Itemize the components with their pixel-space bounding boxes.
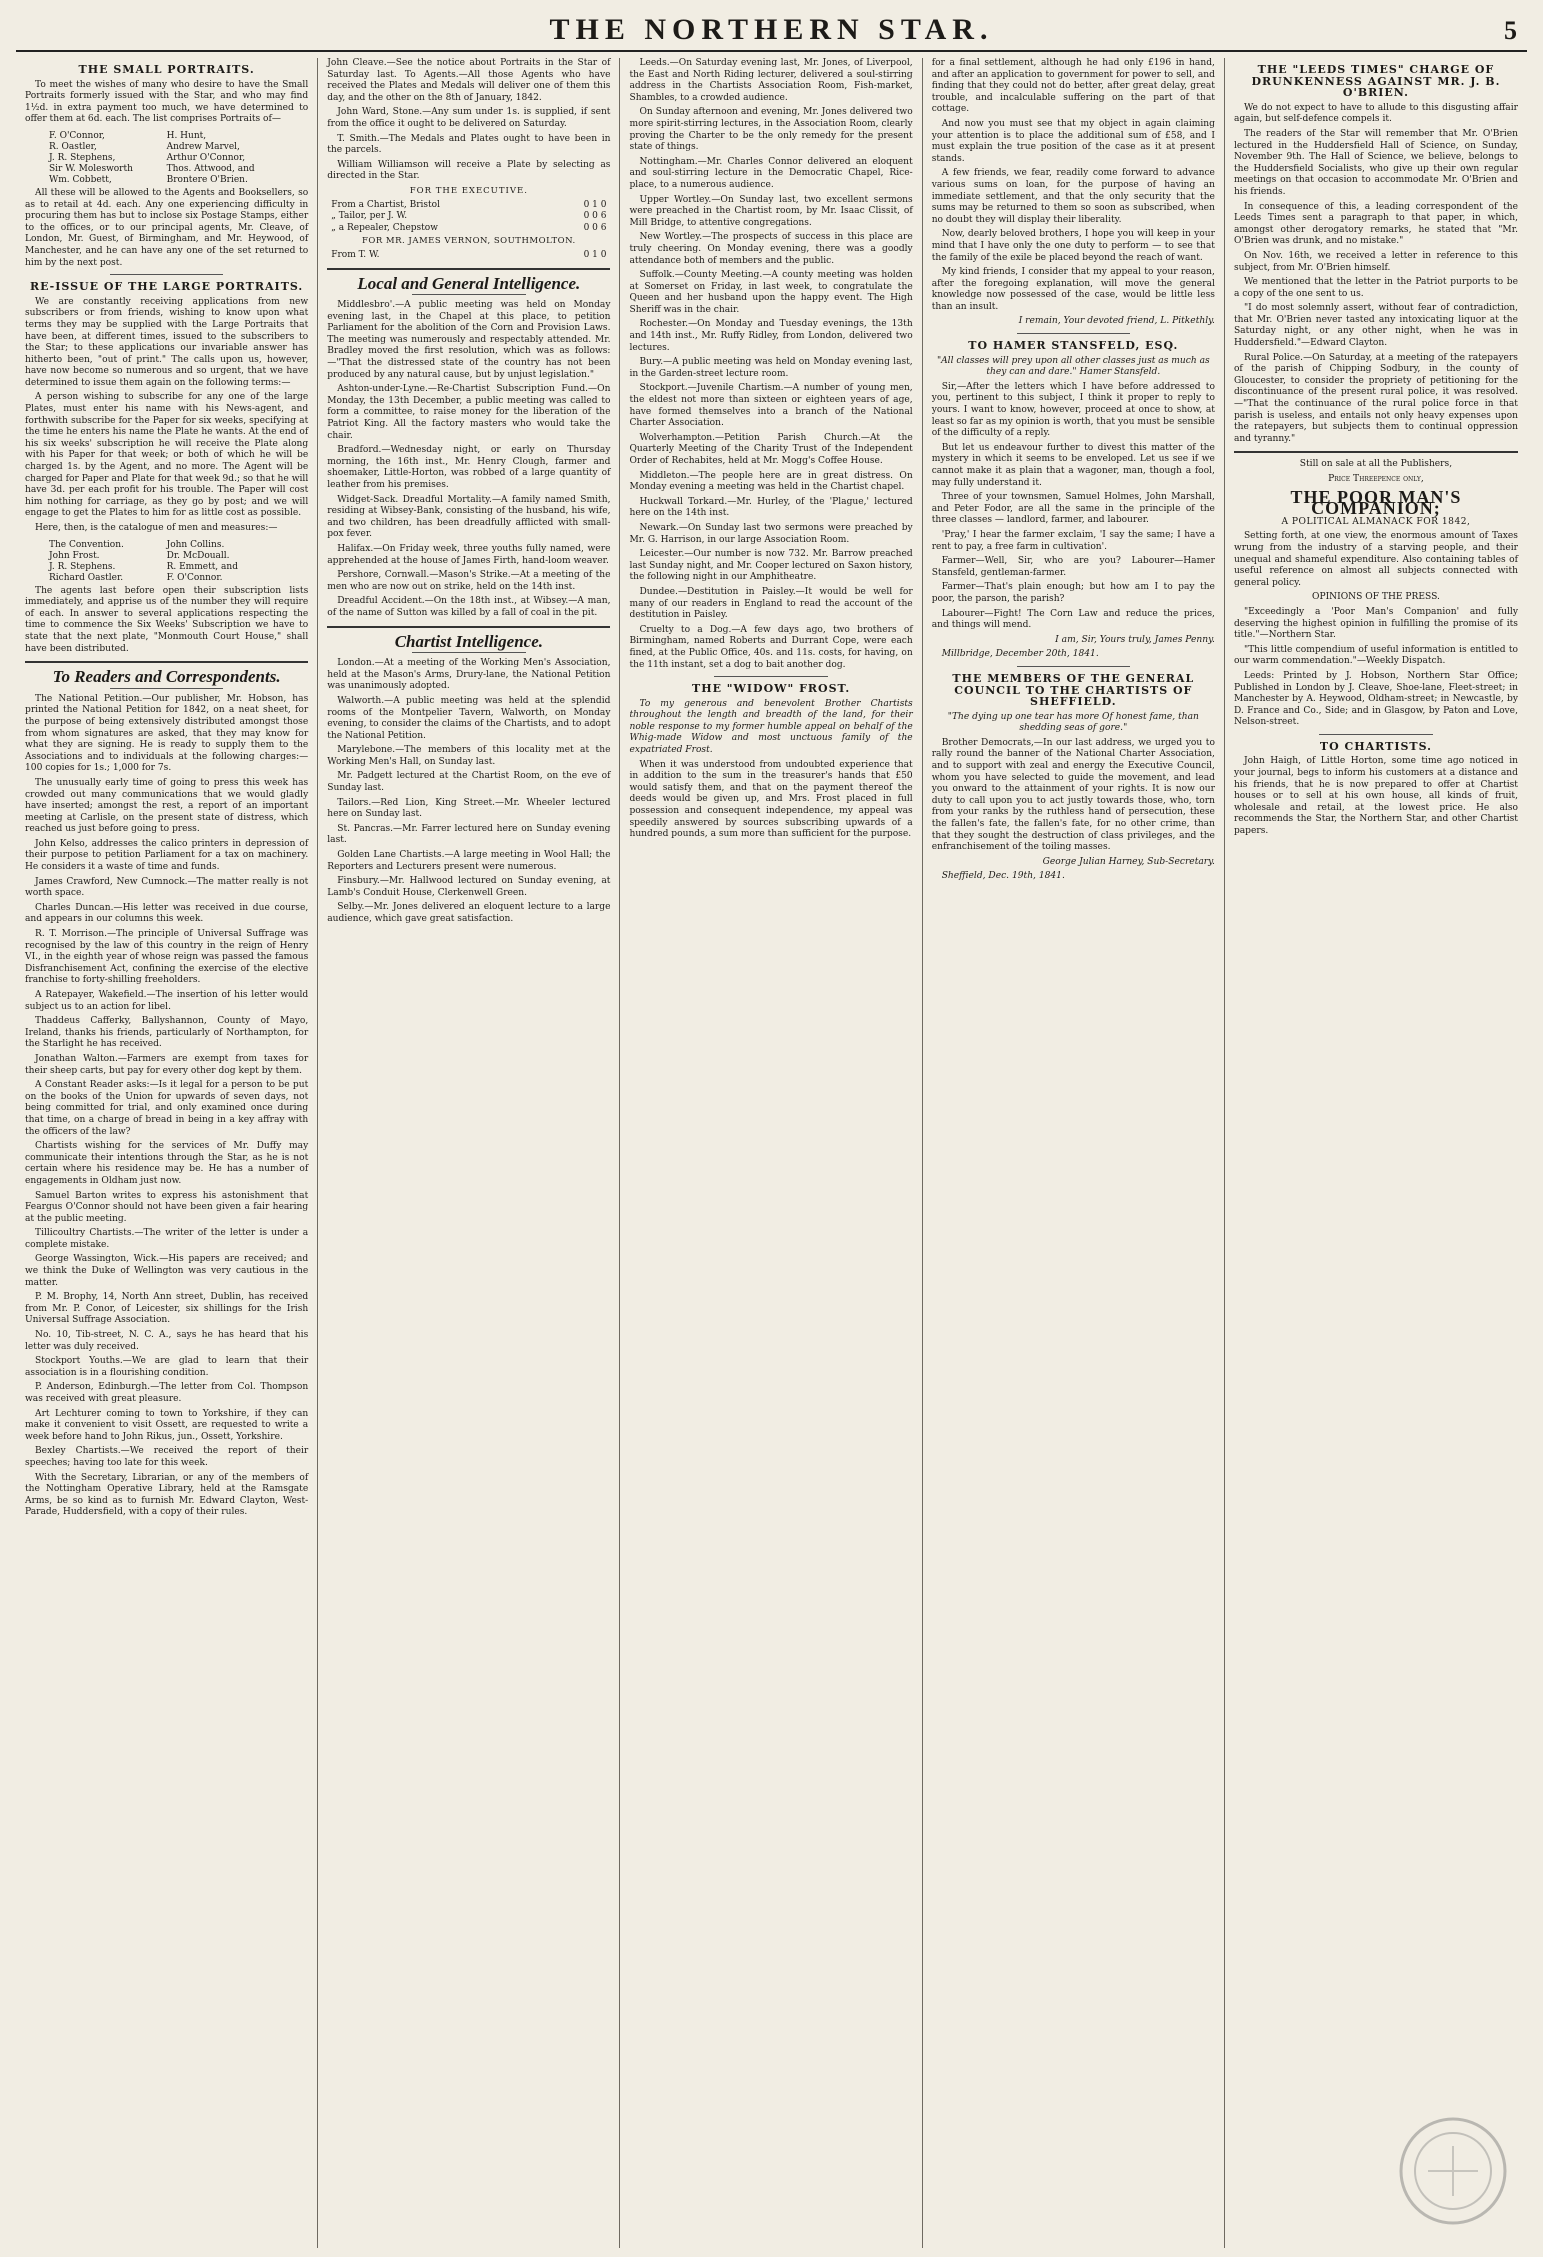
news-item: Selby.—Mr. Jones delivered an eloquent lecture to a large audience, which gave great satisfaction. (327, 902, 611, 924)
catalogue-item: Dr. McDouall. (166, 550, 230, 561)
notice-smith: T. Smith.—The Medals and Plates ought to have been in the parcels. (327, 133, 611, 156)
news-item: Middleton.—The people here are in great distress. On Monday evening a meeting was held in the Chartist chapel. (629, 470, 913, 493)
correspondent-notice: Bexley Chartists.—We received the report of their speeches; having too late for this week. (25, 1446, 309, 1468)
correspondent-notice: Thaddeus Cafferky, Ballyshannon, County of Mayo, Ireland, thanks his friends, particularly of Northampton, for the Starlight he has received. (25, 1016, 309, 1050)
catalogue-item: F. O'Connor. (166, 572, 223, 583)
almanac-body: Setting forth, at one view, the enormous amount of Taxes wrung from the industry of a starving people, and their unequal and shameful expenditure. Also containing tables of useful reference on almost all subjects connected with general policy. (1233, 531, 1518, 588)
correspondent-notice: The National Petition.—Our publisher, Mr. Hobson, has printed the National Petition for 1842, on a neat sheet, for the purpose of being extensively distributed amongst those from whom signatures are asked, that they may know for what they are signing. He is ready to supply them to the Associations and to individuals at the following charges:—100 copies for 1s.; 1,000 for 7s. (25, 693, 309, 774)
article-paragraph: We do not expect to have to allude to this disgusting affair again, but self-defence compels it. (1233, 102, 1518, 125)
dateline: Sheffield, Dec. 19th, 1841. (941, 871, 1065, 882)
correspondent-notice: George Wassington, Wick.—His papers are received; and we think the Duke of Wellington was very cautious in the matter. (25, 1254, 309, 1288)
convention-list (25, 538, 308, 586)
correspondent-notice: John Kelso, addresses the calico printers in depression of their purpose to petition Parliament for a tax on machinery. He considers it a waste of time and funds. (25, 838, 309, 873)
correspondent-notice: A Ratepayer, Wakefield.—The insertion of his letter would subject us to an action for libel. (25, 990, 309, 1012)
local-intelligence-heading: Local and General Intelligence. (357, 273, 581, 293)
correspondent-notice: With the Secretary, Librarian, or any of the members of the Nottingham Operative Library, held at the Ramsgate Arms, be so kind as to furnish Mr. Edward Clayton, West-Parade, Huddersfield, with a copy of their rules. (25, 1472, 309, 1518)
news-item: Bury.—A public meeting was held on Monday evening last, in the Garden-street lecture room. (629, 357, 913, 379)
news-item: Middlesbro'.—A public meeting was held on Monday evening last, in the Chapel at this place, to petition Parliament for the abolition of the Corn and Provision Laws. The meeting was numerously and respectably attended. Mr. Bradley moved the first resolution, which was as follows:—"That the distressed state of the country has not been produced by any natural cause, but by unjust legislation." (327, 300, 611, 380)
news-item: Pershore, Cornwall.—Mason's Strike.—At a meeting of the men who are now out on strike, held on the 14th inst. (327, 570, 611, 592)
notice-ward: John Ward, Stone.—Any sum under 1s. is supplied, if sent from the office it ought to be delivered on Saturday. (327, 107, 611, 129)
library-stamp-icon (1393, 2111, 1513, 2231)
small-portraits-heading: THE SMALL PORTRAITS. (78, 63, 255, 76)
article-paragraph: "I do most solemnly assert, without fear of contradiction, that Mr. O'Brien never tasted any intoxicating liquor at the Saturday night, or any other night, when he was in Huddersfield."—Edward Clayton. (1233, 303, 1518, 349)
column-area (16, 58, 1527, 2248)
news-item: A few friends, we fear, readily come forward to advance various sums on loan, for the purpose of having an immediate settlement, and that the only security that the sums may be returned to them so soon as subscribed, when no doubt they will display their liberality. (931, 168, 1215, 225)
imprint: Leeds: Printed by J. Hobson, Northern Star Office; Published in London by J. Cleave, Shoe-lane, Fleet-street; in Manchester by A. Heywood, Oldham-street; in Newcastle, by D. France and Co., Side; and in Glasgow, by Paton and Love, Nelson-street. (1233, 670, 1518, 728)
general-council-heading: THE MEMBERS OF THE GENERAL COUNCIL TO THE CHARTISTS OF SHEFFIELD. (952, 671, 1195, 709)
catalogue-item: Richard Oastler. (49, 572, 124, 583)
divider (1319, 734, 1433, 735)
catalogue-item: John Frost. (49, 550, 100, 561)
news-item: Rochester.—On Monday and Tuesday evenings, the 13th and 14th inst., Mr. Ruffy Ridley, from London, delivered two lectures. (629, 319, 913, 353)
portrait-item: Brontere O'Brien. (166, 174, 248, 185)
column-3 (620, 58, 922, 2248)
column-1 (16, 58, 318, 2248)
portrait-item: J. R. Stephens, (49, 152, 116, 163)
executive-subscriptions (327, 200, 610, 235)
masthead (16, 10, 1527, 52)
divider (412, 294, 525, 295)
news-item: Suffolk.—County Meeting.—A county meeting was holden at Somerset on Friday, in last week, to congratulate the Queen and her husband upon the happy event. The High Sheriff was in the chair. (629, 270, 913, 315)
news-item: And now you must see that my object in again claiming your attention is to place the additional sum of £58, and I must explain the true position of the case as it at present stands. (931, 118, 1215, 164)
letter-paragraph: Labourer—Fight! The Corn Law and reduce the prices, and things will mend. (931, 608, 1215, 631)
news-item: Widget-Sack. Dreadful Mortality.—A family named Smith, residing at Wibsey-Bank, consisting of the husband, his wife, and two children, has been dreadfully afflicted with small-pox fever. (327, 494, 611, 540)
news-item: Stockport.—Juvenile Chartism.—A number of young men, the eldest not more than sixteen or eighteen years of age, have formed themselves into a branch of the National Charter Association. (629, 383, 913, 429)
sale-line: Still on sale at all the Publishers, (1299, 459, 1453, 470)
catalogue-intro: Here, then, is the catalogue of men and measures:— (35, 523, 278, 533)
news-item: Huckwall Torkard.—Mr. Hurley, of the 'Plague,' lectured here on the 14th inst. (629, 496, 913, 519)
letter-paragraph: But let us endeavour further to divest this matter of the mystery in which it seems to be enveloped. Let us see if we cannot make it as plain that a wagoner, man, though a fool, may fully understand it. (931, 442, 1215, 488)
notice-williamson: William Williamson will receive a Plate by selecting as directed in the Star. (327, 159, 611, 182)
row-amount: 0 1 0 (583, 249, 607, 260)
signoff: George Julian Harney, Sub-Secretary. (1042, 856, 1215, 867)
general-council-quote: "The dying up one tear has more Of honest fame, than shedding seas of gore." (947, 711, 1199, 734)
news-item: On Sunday afternoon and evening, Mr. Jones delivered two more spirit-stirring lectures, in the Association Room, clearly proving the Charter to be the only remedy for the present state of things. (629, 107, 913, 153)
news-item: Ashton-under-Lyne.—Re-Chartist Subscription Fund.—On Monday, the 13th December, a public meeting was called to form a committee, to raise money for the liberation of the Patriot King. All the factory masters who would take the chair. (327, 384, 611, 441)
almanac-subtitle: A POLITICAL ALMANACK FOR 1842, (1281, 516, 1471, 527)
catalogue-item: R. Emmett, and (166, 561, 238, 572)
small-portraits-body: All these will be allowed to the Agents and Booksellers, so as to retail at 4d. each. Any one experiencing difficulty in procuring them has but to inclose six Postage Stamps, either to the offices, or to our principal agents, Mr. Cleave, of London, Mr. Guest, of Birmingham, and Mr. Heywood, of Manchester, and he can have any one of the set returned to him by the next post. (25, 187, 309, 268)
correspondent-notice: Charles Duncan.—His letter was received in due course, and appears in our columns this week. (25, 902, 309, 925)
small-portraits-intro: To meet the wishes of many who desire to have the Small Portraits formerly issued with the Star, and who may find 1½d. in extra payment too much, we have determined to offer them at 6d. each. The list comprises Portraits of— (25, 79, 309, 125)
row-label: From T. W. (331, 249, 380, 260)
divider (327, 268, 610, 270)
correspondent-notice: P. Anderson, Edinburgh.—The letter from Col. Thompson was received with great pleasure. (25, 1382, 309, 1404)
news-item: Mr. Padgett lectured at the Chartist Room, on the eve of Sunday last. (327, 771, 611, 794)
row-label: From a Chartist, Bristol (331, 199, 440, 210)
table-row (327, 223, 610, 235)
news-item: Bradford.—Wednesday night, or early on Thursday morning, the 16th inst., Mr. Henry Clough, farmer and shoemaker, Little-Horton, was robbed of a large quantity of leather from his premises. (327, 445, 611, 490)
vernon-heading: FOR MR. JAMES VERNON, SOUTHMOLTON. (361, 236, 576, 247)
dateline: Millbridge, December 20th, 1841. (941, 649, 1099, 660)
divider (1017, 666, 1130, 667)
widow-frost-body: When it was understood from undoubted experience that in addition to the sum in the treasurer's hands that £50 would satisfy them, and that on the payment thereof the deeds would be given up, and Mrs. Frost placed in full possession and consequent independence, my appeal was speedily answered by sources subscribing upwards of a hundred pounds, a sum more than sufficient for the purpose. (629, 759, 913, 840)
news-item: for a final settlement, although he had only £196 in hand, and after an application to government for power to sell, and finding that they could not do better, after great delay, great trouble, and incalculable suffering on the part of that cottage. (931, 58, 1215, 115)
divider (1234, 451, 1518, 453)
correspondent-notice: Jonathan Walton.—Farmers are exempt from taxes for their sheep carts, but pay for every other dog kept by them. (25, 1053, 309, 1076)
widow-frost-intro: To my generous and benevolent Brother Chartists throughout the length and breadth of the land, for their noble response to my former humble appeal on behalf of the Whig-made Widow and most unctuous family of the expatriated Frost. (629, 698, 913, 756)
news-item: My kind friends, I consider that my appeal to your reason, after the foregoing explanation, will move the general knowledge now possessed of the case, would be little less than an insult. (931, 267, 1215, 312)
correspondent-notice: Art Lechturer coming to town to Yorkshire, if they can make it convenient to visit Ossett, are requested to write a week before hand to John Rikus, jun., Ossett, Yorkshire. (25, 1408, 309, 1442)
rural-police-item: Rural Police.—On Saturday, at a meeting of the ratepayers of the parish of Chipping Sodbury, in the county of Gloucester, to consider the propriety of petitioning for the discontinuance of the present rural police, it was resolved.—"That the continuance of the rural police force in that parish is useless, and entails not only heavy expenses upon the ratepayers, but subjects them to continual oppression and tyranny." (1233, 352, 1518, 444)
table-row (327, 211, 610, 223)
news-item: Dreadful Accident.—On the 18th inst., at Wibsey.—A man, of the name of Sutton was killed by a fall of coal in the pit. (327, 596, 611, 618)
row-amount: 0 0 6 (583, 211, 607, 222)
catalogue-item: John Collins. (166, 539, 225, 550)
large-portraits-body: We are constantly receiving applications from new subscribers or from friends, wishing to know upon what terms they may be supplied with the Large Portraits that have been, at different times, issued to the subscribers to the Star; to these applications our invariable answer has hitherto been, "out of print." The calls upon us, however, have now become so numerous and so urgent, that we have determined to issue them again on the following terms:— (25, 296, 309, 388)
portrait-item: R. Oastler, (49, 141, 97, 152)
row-label: „ a Repealer, Chepstow (331, 222, 438, 233)
letter-paragraph: Farmer—Well, Sir, who are you? Labourer—Hamer Stansfeld, gentleman-farmer. (931, 556, 1215, 578)
row-amount: 0 1 0 (583, 199, 607, 210)
correspondent-notice: P. M. Brophy, 14, North Ann street, Dublin, has received from Mr. P. Conor, of Leicester, six shillings for the Irish Universal Suffrage Association. (25, 1292, 309, 1326)
column-5 (1225, 58, 1527, 2248)
divider (1017, 333, 1130, 334)
column-2 (318, 58, 620, 2248)
article-paragraph: The readers of the Star will remember that Mr. O'Brien lectured in the Huddersfield Hall of Science, on Sunday, November 9th. The Hall of Science, we believe, belongs to the Huddersfield Socialists, who give up their own regular meetings on that occasion to accommodate Mr. O'Brien and his friends. (1233, 128, 1518, 197)
column-4 (923, 58, 1225, 2248)
divider (412, 652, 525, 653)
portrait-item: Thos. Attwood, and (166, 163, 255, 174)
large-portraits-terms: A person wishing to subscribe for any one of the large Plates, must enter his name with his News-agent, and forthwith subscribe for the Paper for six weeks, specifying at the time he enters his name the Plate he wants. At the end of his six weeks' subscription he will receive the Plate along with his Paper for that week; or both of which he will be charged 1s. by the Agent, and no more. The Agent will be charged for Paper and Plate for that week 9d.; so that he will have 3d. per each profit for his trouble. The Paper will cost him nothing for carriage, as they go by post; and we will engage to get the Plates to him for as little cost as possible. (25, 392, 309, 519)
correspondent-notice: James Crawford, New Cumnock.—The matter really is not worth space. (25, 876, 309, 899)
correspondent-notice: Stockport Youths.—We are glad to learn that their association is in a flourishing condition. (25, 1356, 309, 1378)
row-label: „ Tailor, per J. W. (331, 211, 408, 222)
news-item: London.—At a meeting of the Working Men's Association, held at the Mason's Arms, Drury-lane, the National Petition was unanimously adopted. (327, 658, 611, 692)
article-paragraph: In consequence of this, a leading correspondent of the Leeds Times sent a paragraph to that paper, in which, amongst other derogatory remarks, he stated that "Mr. O'Brien was drunk, and no mistake." (1233, 201, 1518, 247)
portrait-item: Arthur O'Connor, (166, 152, 246, 163)
letter-paragraph: Sir,—After the letters which I have before addressed to you, pertinent to this subject, I think it proper to reply to yours. I want to know, however, proceed at once to show, at least so far as my opinion is worth, that you must be sensible of the difficulty of a reply. (931, 381, 1215, 439)
letter-paragraph: 'Pray,' I hear the farmer exclaim, 'I say the same; I have a rent to pay, a free farm in cultivation'. (931, 529, 1215, 552)
news-item: Wolverhampton.—Petition Parish Church.—At the Quarterly Meeting of the Charity Trust of the Independent Order of Rechabites, held at Mr. Mogg's Coffee House. (629, 432, 913, 466)
table-row (327, 250, 610, 262)
portrait-item: Wm. Cobbett, (49, 174, 112, 185)
newspaper-title: THE NORTHERN STAR. (549, 13, 994, 46)
press-opinion: "Exceedingly a 'Poor Man's Companion' and fully deserving the highest opinion in fulfilling the promise of its title."—Northern Star. (1233, 606, 1518, 641)
stansfeld-letter-heading: TO HAMER STANSFELD, ESQ. (968, 339, 1179, 353)
notice-cleave: John Cleave.—See the notice about Portraits in the Star of Saturday last. To Agents.—All those Agents who have received the Plates and Medals will deliver one of them this day, and the other on the 8th of January, 1842. (327, 58, 611, 103)
table-row (327, 200, 610, 212)
news-item: Newark.—On Sunday last two sermons were preached by Mr. G. Harrison, in our large Association Room. (629, 522, 913, 545)
leeds-times-heading: THE "LEEDS TIMES" CHARGE OF DRUNKENNESS AGAINST MR. J. B. O'BRIEN. (1251, 63, 1501, 100)
divider (714, 676, 827, 677)
news-item: Now, dearly beloved brothers, I hope you will keep in your mind that I have only the one duty to perform — to see that the family of the exile be placed beyond the reach of want. (931, 229, 1215, 263)
press-opinion: "This little compendium of useful information is entitled to our warm commendation."—Weekly Dispatch. (1233, 644, 1518, 667)
news-item: Tailors.—Red Lion, King Street.—Mr. Wheeler lectured here on Sunday last. (327, 797, 611, 820)
price-line: Price Threepence only, (1328, 474, 1424, 484)
opinions-heading: OPINIONS OF THE PRESS. (1312, 592, 1440, 603)
news-item: Walworth.—A public meeting was held at the splendid rooms of the Montpelier Tavern, Walworth, on Monday evening, to consider the claims of the Chartists, and to adopt the National Petition. (327, 695, 611, 741)
catalogue-item: The Convention. (49, 539, 124, 550)
letter-paragraph: Farmer—That's plain enough; but how am I to pay the poor, the parson, the parish? (931, 582, 1215, 604)
signoff: I am, Sir, Yours truly, James Penny. (1055, 634, 1215, 645)
executive-heading: FOR THE EXECUTIVE. (409, 185, 528, 196)
news-item: Leicester.—Our number is now 732. Mr. Barrow preached last Sunday night, and Mr. Cooper lectured on Saxon history, the following night in our Amphitheatre. (629, 549, 913, 583)
readers-heading: To Readers and Correspondents. (52, 667, 281, 687)
correspondent-notice: The unusually early time of going to press this week has crowded out many communications that we would gladly have inserted; amongst the rest, a report of an important meeting at Carlisle, on the present state of distress, which reached us just before going to press. (25, 777, 309, 835)
correspondent-notice: R. T. Morrison.—The principle of Universal Suffrage was recognised by the law of this country in the reign of Henry VI., in the eighth year of whose reign was passed the famous Disfranchisement Act, confining the exercise of the elective franchise to forty-shilling freeholders. (25, 929, 309, 986)
correspondent-notice: Samuel Barton writes to express his astonishment that Feargus O'Connor should not have been given a fair hearing at the public meeting. (25, 1190, 309, 1224)
correspondent-notice: No. 10, Tib-street, N. C. A., says he has heard that his letter was duly received. (25, 1330, 309, 1352)
large-portraits-after: The agents last before open their subscription lists immediately, and apprise us of the number they will require of each. In answer to several applications respecting the time to commence the Six Weeks' Subscription we have to state that the next plate, "Monmouth Court House," shall have been distributed. (25, 585, 309, 654)
vernon-subscriptions (327, 250, 610, 262)
portrait-item: F. O'Connor, (49, 130, 105, 141)
news-item: New Wortley.—The prospects of success in this place are truly cheering. On Monday evening, there was a goodly attendance both of members and the public. (629, 232, 913, 266)
news-item: Halifax.—On Friday week, three youths fully named, were apprehended at the house of James Firth, hand-loom weaver. (327, 543, 611, 566)
divider (25, 661, 308, 663)
to-chartists-heading: TO CHARTISTS. (1319, 739, 1432, 753)
article-paragraph: On Nov. 16th, we received a letter in reference to this subject, from Mr. O'Brien himself. (1233, 250, 1518, 273)
correspondent-notice: A Constant Reader asks:—Is it legal for a person to be put on the books of the Union for upwards of seven days, not being committed for trial, and only examined once during that time, on a charge of bread in being in a key affray with the officers of the law? (25, 1080, 309, 1137)
divider (327, 626, 610, 628)
news-item: Cruelty to a Dog.—A few days ago, two brothers of Birmingham, named Roberts and Durrant Cope, were each fined, at the Public Office, 40s. and 11s. costs, for having, on the 11th instant, set a dog to bait another dog. (629, 624, 913, 670)
divider (110, 274, 223, 275)
portrait-item: Andrew Marvel, (166, 141, 240, 152)
portrait-item: Sir W. Molesworth (49, 163, 133, 174)
stansfeld-quote: "All classes will prey upon all other classes just as much as they can and dare." Hamer Stansfeld. (936, 355, 1210, 378)
news-item: Leeds.—On Saturday evening last, Mr. Jones, of Liverpool, the East and North Riding lecturer, delivered a soul-stirring address in the Chartists Association Room, Fish-market, Shambles, to a crowded audience. (629, 58, 913, 103)
chartist-intelligence-heading: Chartist Intelligence. (394, 631, 543, 651)
news-item: Marylebone.—The members of this locality met at the Working Men's Hall, on Sunday last. (327, 745, 611, 767)
to-chartists-body: John Haigh, of Little Horton, some time ago noticed in your journal, begs to inform his customers at a distance and his friends, that he is now prepared to offer at Chartist houses or to sell at his own house, all kinds of fruit, wholesale and retail, at the lowest price. He also recommends the Star, the Northern Star, and other Chartist papers. (1233, 756, 1518, 837)
divider (110, 688, 223, 689)
correspondent-notice: Chartists wishing for the services of Mr. Duffy may communicate their intentions through the Star, as he is not certain where his residence may be. He has a number of engagements in Oldham just now. (25, 1141, 309, 1186)
news-item: St. Pancras.—Mr. Farrer lectured here on Sunday evening last. (327, 823, 611, 846)
widow-frost-heading: THE "WIDOW" FROST. (692, 682, 851, 696)
large-portraits-heading: RE-ISSUE OF THE LARGE PORTRAITS. (29, 280, 304, 294)
news-item: Nottingham.—Mr. Charles Connor delivered an eloquent and soul-stirring lecture in the Democratic Chapel, Rice-place, to a numerous audience. (629, 156, 913, 190)
row-amount: 0 0 6 (583, 222, 607, 233)
article-paragraph: We mentioned that the letter in the Patriot purports to be a copy of the one sent to us. (1233, 277, 1518, 299)
portrait-item: H. Hunt, (166, 130, 207, 141)
correspondent-notice: Tillicoultry Chartists.—The writer of the letter is under a complete mistake. (25, 1228, 309, 1250)
letter-paragraph: Three of your townsmen, Samuel Holmes, John Marshall, and Peter Fodor, are all the same in the principle of the three classes — landlord, farmer, and labourer. (931, 492, 1215, 526)
general-council-body: Brother Democrats,—In our last address, we urged you to rally round the banner of the National Charter Association, and to support with zeal and energy the Executive Council, whom you have selected to guide the movement, and lead you onward to the attainment of your rights. It is now our duty to call upon you to act justly towards those, who, torn from your ranks by the ruthless hand of persecution, these the fallen's fate, the fallen's fate, for no other crime, than that they sought the destruction of class privileges, and the enfranchisement of the toiling masses. (931, 737, 1215, 853)
catalogue-item: J. R. Stephens. (49, 561, 116, 572)
news-item: Golden Lane Chartists.—A large meeting in Wool Hall; the Reporters and Lecturers present were numerous. (327, 850, 611, 872)
page-number: 5 (1504, 16, 1517, 45)
signoff: I remain, Your devoted friend, L. Pitkethly. (1018, 316, 1215, 327)
news-item: Upper Wortley.—On Sunday last, two excellent sermons were preached in the Chartist room, by Mr. Isaac Clissit, of Mill Bridge, to attentive congregations. (629, 194, 913, 228)
almanac-title: THE POOR MAN'S COMPANION; (1290, 486, 1462, 519)
news-item: Finsbury.—Mr. Hallwood lectured on Sunday evening, at Lamb's Conduit House, Clerkenwell Green. (327, 876, 611, 898)
portrait-list (25, 129, 308, 188)
news-item: Dundee.—Destitution in Paisley.—It would be well for many of our readers in England to read the account of the destitution in Paisley. (629, 586, 913, 621)
